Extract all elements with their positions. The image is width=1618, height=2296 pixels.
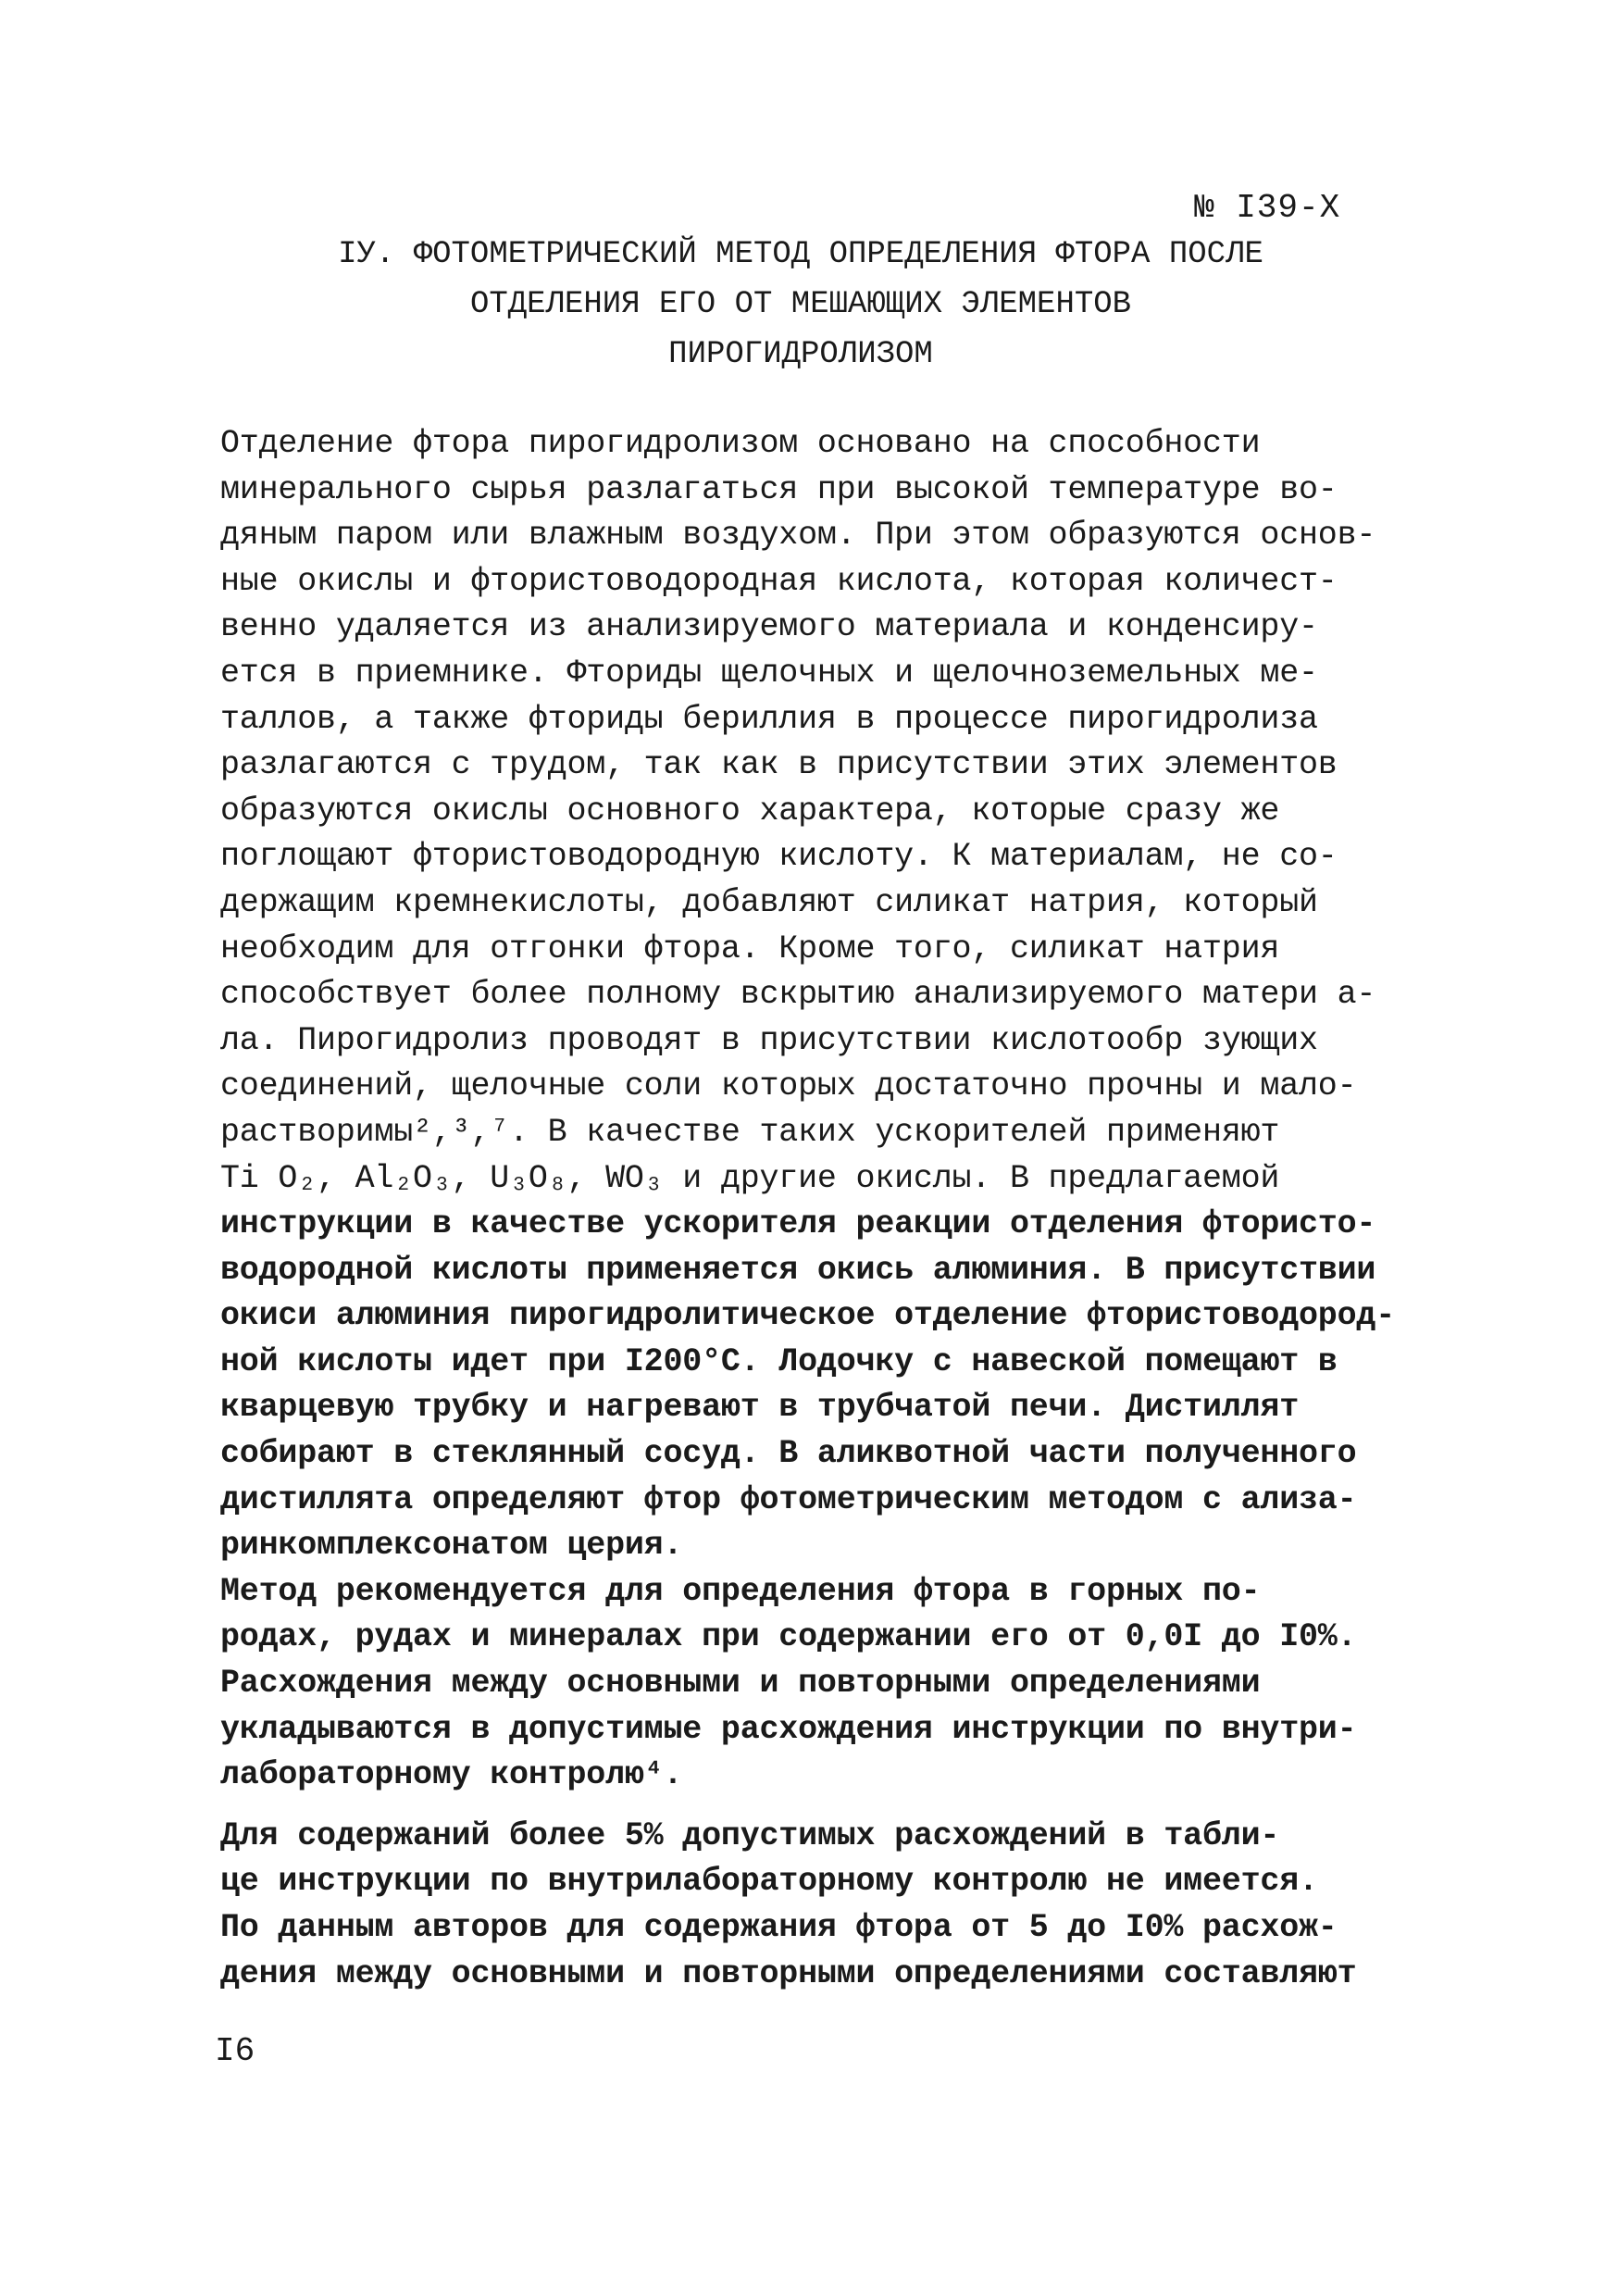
text-line: родах, рудах и минералах при содержании его от 0,0I до I0%. [220,1618,1357,1656]
paragraph-gap [220,1799,1388,1814]
text-line: разлагаются с трудом, так как в присутствии этих элементов [220,746,1338,784]
section-title [222,230,1379,380]
text-line: образуются окислы основного характера, которые сразу же [220,792,1280,830]
body-text [220,421,1396,1997]
text-line: ные окислы и фтористоводородная кислота, которая количест- [220,562,1338,600]
title-line: ОТДЕЛЕНИЯ ЕГО ОТ МЕШАЮЩИХ ЭЛЕМЕНТОВ [469,287,1132,322]
text-line: Отделение фтора пирогидролизом основано на способности [220,425,1261,462]
text-line: Для содержаний более 5% допустимых расхождений в табли- [220,1816,1280,1854]
text-line: ной кислоты идет при I200°С. Лодочку с навеской помещают в [220,1342,1338,1380]
text-line: способствует более полному вскрытию анализируемого матери а- [220,976,1376,1014]
text-line: соединений, щелочные соли которых достаточно прочны и мало- [220,1067,1357,1105]
text-line: Расхождения между основными и повторными определениями [220,1665,1261,1703]
page-number: I6 [215,2032,255,2070]
text-line: дяным паром или влажным воздухом. При этом образуются основ- [220,517,1376,555]
paragraph [220,1661,1388,1799]
paragraph [220,421,1396,1569]
paragraph [220,1814,1388,1997]
document-number: № I39-X [1194,189,1341,227]
text-line: ла. Пирогидролиз проводят в присутствии кислотообр зующих [220,1021,1318,1059]
text-line: окиси алюминия пирогидролитическое отделение фтористоводород- [220,1297,1396,1335]
text-line: водородной кислоты применяется окись алюминия. В присутствии [220,1251,1376,1289]
title-line: ПИРОГИДРОЛИЗОМ [668,337,933,372]
text-line: кварцевую трубку и нагревают в трубчатой печи. Дистиллят [220,1389,1299,1427]
text-line: Метод рекомендуется для определения фтора в горных по- [220,1572,1261,1610]
text-line: держащим кремнекислоты, добавляют силикат натрия, который [220,883,1318,921]
text-line: дения между основными и повторными определениями составляют [220,1954,1357,1992]
text-line: растворимы²,³,⁷. В качестве таких ускорителей применяют [220,1113,1280,1151]
text-line: необходим для отгонки фтора. Кроме того, силикат натрия [220,930,1280,967]
text-line: лабораторному контролю⁴. [220,1756,683,1794]
title-line: IУ. ФОТОМЕТРИЧЕСКИЙ МЕТОД ОПРЕДЕЛЕНИЯ ФТОРА ПОСЛЕ [338,237,1263,272]
text-line: По данным авторов для содержания фтора от 5 до I0% расхож- [220,1909,1338,1946]
text-line: ринкомплексонатом церия. [220,1527,683,1565]
text-line: укладываются в допустимые расхождения инструкции по внутри- [220,1710,1357,1748]
text-line: инструкции в качестве ускорителя реакции отделения фтористо- [220,1205,1376,1243]
text-line: минерального сырья разлагаться при высокой температуре во- [220,470,1338,508]
text-line: венно удаляется из анализируемого материала и конденсиру- [220,608,1318,646]
paragraph [220,1569,1388,1661]
text-line: ется в приемнике. Фториды щелочных и щелочноземельных ме- [220,654,1318,692]
text-line: Ti O₂, Al₂O₃, U₃O₈, WO₃ и другие окислы. В предлагаемой [220,1159,1280,1197]
text-line: це инструкции по внутрилабораторному контролю не имеется. [220,1863,1318,1901]
text-line: поглощают фтористоводородную кислоту. К материалам, не со- [220,838,1338,876]
text-line: собирают в стеклянный сосуд. В аликвотной части полученного [220,1435,1357,1473]
text-line: дистиллята определяют фтор фотометрическим методом с ализа- [220,1480,1357,1518]
text-line: таллов, а также фториды бериллия в процессе пирогидролиза [220,700,1318,738]
